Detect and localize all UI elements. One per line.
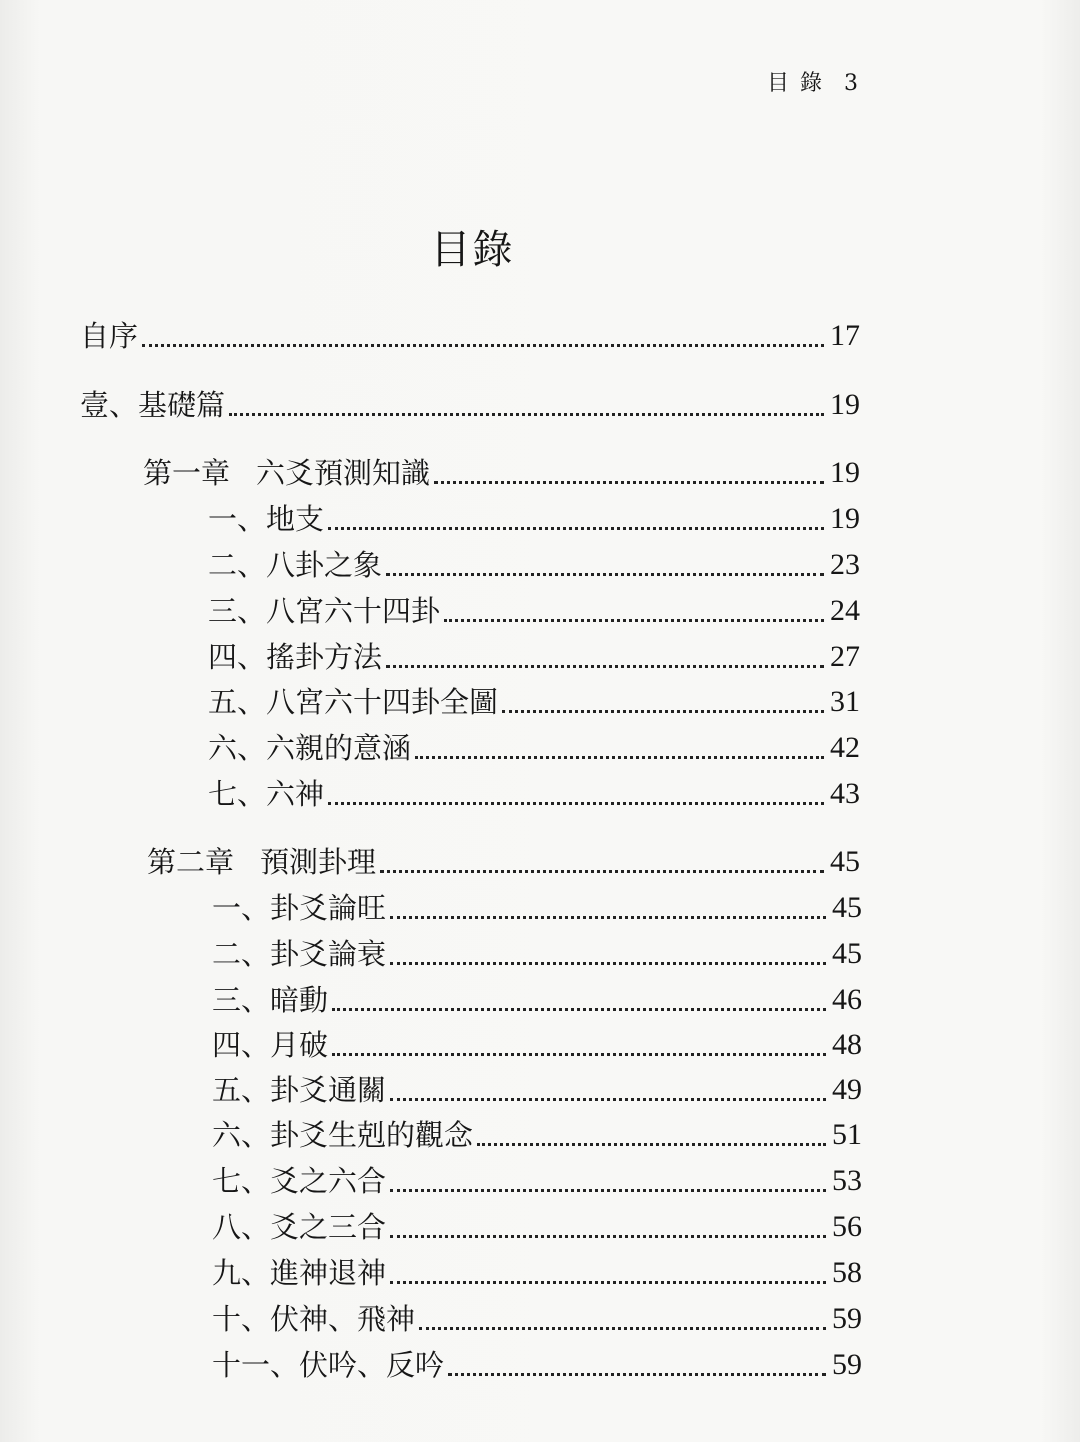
dot-leader bbox=[419, 1327, 826, 1330]
toc-entry-chapter2[interactable] bbox=[147, 842, 860, 882]
chapter-number: 第一章 bbox=[143, 456, 231, 490]
toc-entry-label: 二、八卦之象 bbox=[208, 548, 383, 582]
toc-entry-label: 五、卦爻通關 bbox=[212, 1073, 387, 1107]
dot-leader bbox=[390, 1098, 826, 1101]
running-header-page-number: 3 bbox=[844, 71, 860, 96]
toc-entry-label: 九、進神退神 bbox=[212, 1256, 387, 1290]
toc-entry-page: 48 bbox=[832, 1028, 862, 1061]
toc-entry-label: 二、卦爻論衰 bbox=[212, 937, 387, 971]
toc-chapter-label bbox=[147, 842, 380, 882]
toc-entry-page: 27 bbox=[830, 640, 860, 673]
toc-entry-label: 四、月破 bbox=[212, 1028, 329, 1062]
dot-leader bbox=[444, 619, 824, 622]
dot-leader bbox=[415, 756, 824, 759]
toc-entry-page: 19 bbox=[830, 388, 860, 421]
dot-leader bbox=[328, 802, 824, 805]
toc-entry-page: 58 bbox=[832, 1256, 862, 1289]
toc-entry-section[interactable] bbox=[208, 682, 860, 722]
chapter-title: 預測卦理 bbox=[260, 845, 377, 879]
toc-entry-section[interactable] bbox=[212, 1115, 862, 1155]
toc-entry-page: 51 bbox=[832, 1118, 862, 1151]
dot-leader bbox=[390, 1235, 826, 1238]
page-title: 目錄 bbox=[430, 227, 515, 273]
toc-entry-page: 42 bbox=[830, 731, 860, 764]
toc-entry-page: 59 bbox=[832, 1302, 862, 1335]
toc-entry-chapter1[interactable] bbox=[143, 453, 860, 493]
toc-entry-section[interactable] bbox=[212, 1345, 862, 1385]
toc-entry-page: 46 bbox=[832, 983, 862, 1016]
dot-leader bbox=[448, 1373, 826, 1376]
dot-leader bbox=[502, 710, 824, 713]
toc-entry-label: 自序 bbox=[80, 319, 139, 353]
toc-entry-page: 49 bbox=[832, 1073, 862, 1106]
dot-leader bbox=[386, 665, 824, 668]
toc-entry-label: 一、地支 bbox=[208, 502, 325, 536]
toc-entry-page: 43 bbox=[830, 777, 860, 810]
toc-entry-section[interactable] bbox=[212, 1253, 862, 1293]
running-header-section: 目 錄 bbox=[767, 71, 824, 96]
toc-entry-page: 24 bbox=[830, 594, 860, 627]
dot-leader bbox=[332, 1008, 826, 1011]
dot-leader bbox=[142, 344, 824, 347]
dot-leader bbox=[328, 527, 824, 530]
toc-entry-section[interactable] bbox=[212, 980, 862, 1020]
toc-entry-label: 十一、伏吟、反吟 bbox=[212, 1348, 445, 1382]
toc-entry-label: 一、卦爻論旺 bbox=[212, 891, 387, 925]
toc-entry-label: 四、搖卦方法 bbox=[208, 640, 383, 674]
dot-leader bbox=[386, 573, 824, 576]
toc-entry-label: 八、爻之三合 bbox=[212, 1210, 387, 1244]
toc-chapter-label bbox=[143, 453, 434, 493]
toc-entry-page: 19 bbox=[830, 502, 860, 535]
toc-entry-section[interactable] bbox=[212, 888, 862, 928]
toc-entry-page: 59 bbox=[832, 1348, 862, 1381]
toc-entry-section[interactable] bbox=[208, 774, 860, 814]
toc-entry-label: 壹、基礎篇 bbox=[80, 388, 226, 422]
toc-entry-label: 五、八宮六十四卦全圖 bbox=[208, 685, 499, 719]
toc-entry-page: 45 bbox=[832, 937, 862, 970]
toc-entry-page: 56 bbox=[832, 1210, 862, 1243]
toc-entry-page: 31 bbox=[830, 685, 860, 718]
toc-entry-label: 三、暗動 bbox=[212, 983, 329, 1017]
running-header bbox=[700, 66, 860, 97]
toc-entry-label: 六、卦爻生剋的觀念 bbox=[212, 1118, 474, 1152]
toc-entry-page: 19 bbox=[830, 456, 860, 489]
toc-entry-section[interactable] bbox=[212, 1161, 862, 1201]
dot-leader bbox=[434, 481, 824, 484]
toc-entry-section[interactable] bbox=[212, 1070, 862, 1110]
toc-entry-section[interactable] bbox=[208, 591, 860, 631]
dot-leader bbox=[390, 962, 826, 965]
toc-entry-section[interactable] bbox=[208, 728, 860, 768]
toc-entry-part1[interactable] bbox=[80, 385, 860, 425]
toc-entry-preface[interactable] bbox=[80, 316, 860, 356]
toc-entry-page: 53 bbox=[832, 1164, 862, 1197]
dot-leader bbox=[380, 870, 824, 873]
dot-leader bbox=[477, 1143, 826, 1146]
dot-leader bbox=[332, 1053, 826, 1056]
toc-entry-section[interactable] bbox=[212, 1207, 862, 1247]
toc-entry-page: 45 bbox=[832, 891, 862, 924]
toc-entry-section[interactable] bbox=[212, 1025, 862, 1065]
toc-entry-section[interactable] bbox=[208, 499, 860, 539]
dot-leader bbox=[229, 413, 824, 416]
dot-leader bbox=[390, 1189, 826, 1192]
toc-entry-label: 三、八宮六十四卦 bbox=[208, 594, 441, 628]
toc-entry-page: 17 bbox=[830, 319, 860, 352]
toc-entry-label: 六、六親的意涵 bbox=[208, 731, 412, 765]
toc-entry-page: 23 bbox=[830, 548, 860, 581]
chapter-number: 第二章 bbox=[147, 845, 235, 879]
dot-leader bbox=[390, 916, 826, 919]
toc-entry-label: 七、六神 bbox=[208, 777, 325, 811]
toc-entry-section[interactable] bbox=[208, 637, 860, 677]
toc-entry-page: 45 bbox=[830, 845, 860, 878]
dot-leader bbox=[390, 1281, 826, 1284]
chapter-title: 六爻預測知識 bbox=[256, 456, 431, 490]
toc-entry-section[interactable] bbox=[208, 545, 860, 585]
toc-entry-section[interactable] bbox=[212, 934, 862, 974]
toc-entry-section[interactable] bbox=[212, 1299, 862, 1339]
toc-entry-label: 十、伏神、飛神 bbox=[212, 1302, 416, 1336]
toc-entry-label: 七、爻之六合 bbox=[212, 1164, 387, 1198]
